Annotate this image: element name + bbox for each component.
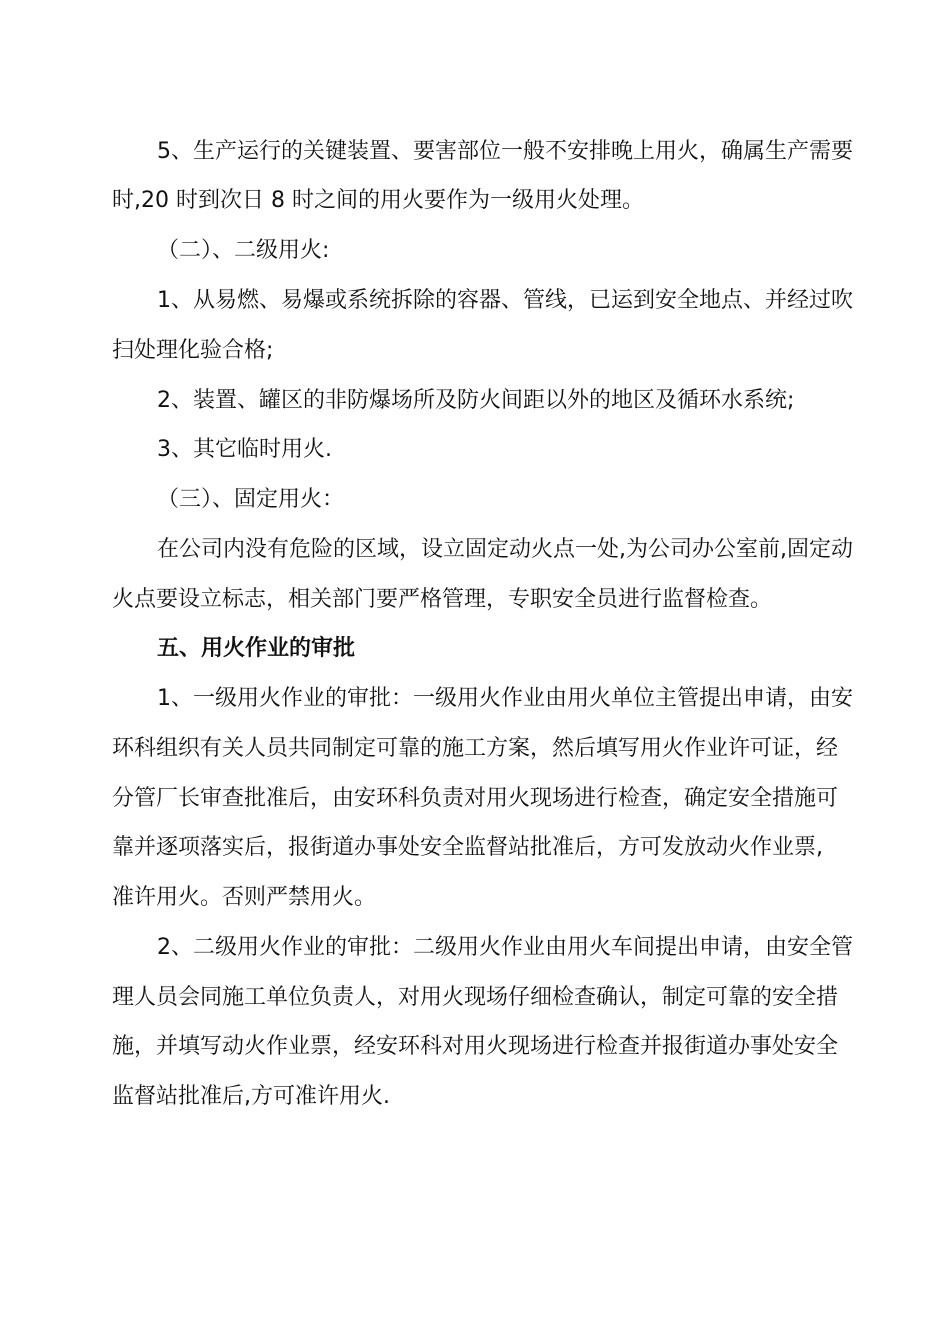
paragraph-line: 3、其它临时用火. xyxy=(157,437,332,462)
paragraph-line: 监督站批准后,方可准许用火. xyxy=(112,1084,390,1109)
paragraph-line: 在公司内没有危险的区域，设立固定动火点一处,为公司办公室前,固定动 xyxy=(157,537,853,562)
paragraph-line: 环科组织有关人员共同制定可靠的施工方案，然后填写用火作业许可证，经 xyxy=(112,736,839,761)
paragraph-line: 靠并逐项落实后，报街道办事处安全监督站批准后，方可发放动火作业票, xyxy=(112,835,823,860)
paragraph-line: 准许用火。否则严禁用火。 xyxy=(112,885,377,910)
section-heading-level-2: （二）、二级用火: xyxy=(157,238,330,263)
paragraph-line: 1、从易燃、易爆或系统拆除的容器、管线，已运到安全地点、并经过吹 xyxy=(157,288,853,313)
paragraph-line: 施，并填写动火作业票，经安环科对用火现场进行检查并报街道办事处安全 xyxy=(112,1034,839,1059)
paragraph-line: 2、装置、罐区的非防爆场所及防火间距以外的地区及循环水系统; xyxy=(157,388,795,413)
paragraph-line: 火点要设立标志，相关部门要严格管理，专职安全员进行监督检查。 xyxy=(112,587,773,612)
paragraph-line: 扫处理化验合格; xyxy=(112,338,274,363)
paragraph-line: 1、一级用火作业的审批：一级用火作业由用火单位主管提出申请，由安 xyxy=(157,686,853,711)
paragraph-line: 理人员会同施工单位负责人，对用火现场仔细检查确认，制定可靠的安全措 xyxy=(112,985,839,1010)
paragraph-line: 2、二级用火作业的审批：二级用火作业由用火车间提出申请，由安全管 xyxy=(157,935,853,960)
section-heading-approval: 五、用火作业的审批 xyxy=(157,636,356,661)
paragraph-line: 时,20 时到次日 8 时之间的用火要作为一级用火处理。 xyxy=(112,188,644,213)
section-heading-fixed-fire: （三）、固定用火： xyxy=(157,487,345,512)
paragraph-line: 5、生产运行的关键装置、要害部位一般不安排晚上用火，确属生产需要 xyxy=(157,139,853,164)
paragraph-line: 分管厂长审查批准后，由安环科负责对用火现场进行检查，确定安全措施可 xyxy=(112,786,839,811)
